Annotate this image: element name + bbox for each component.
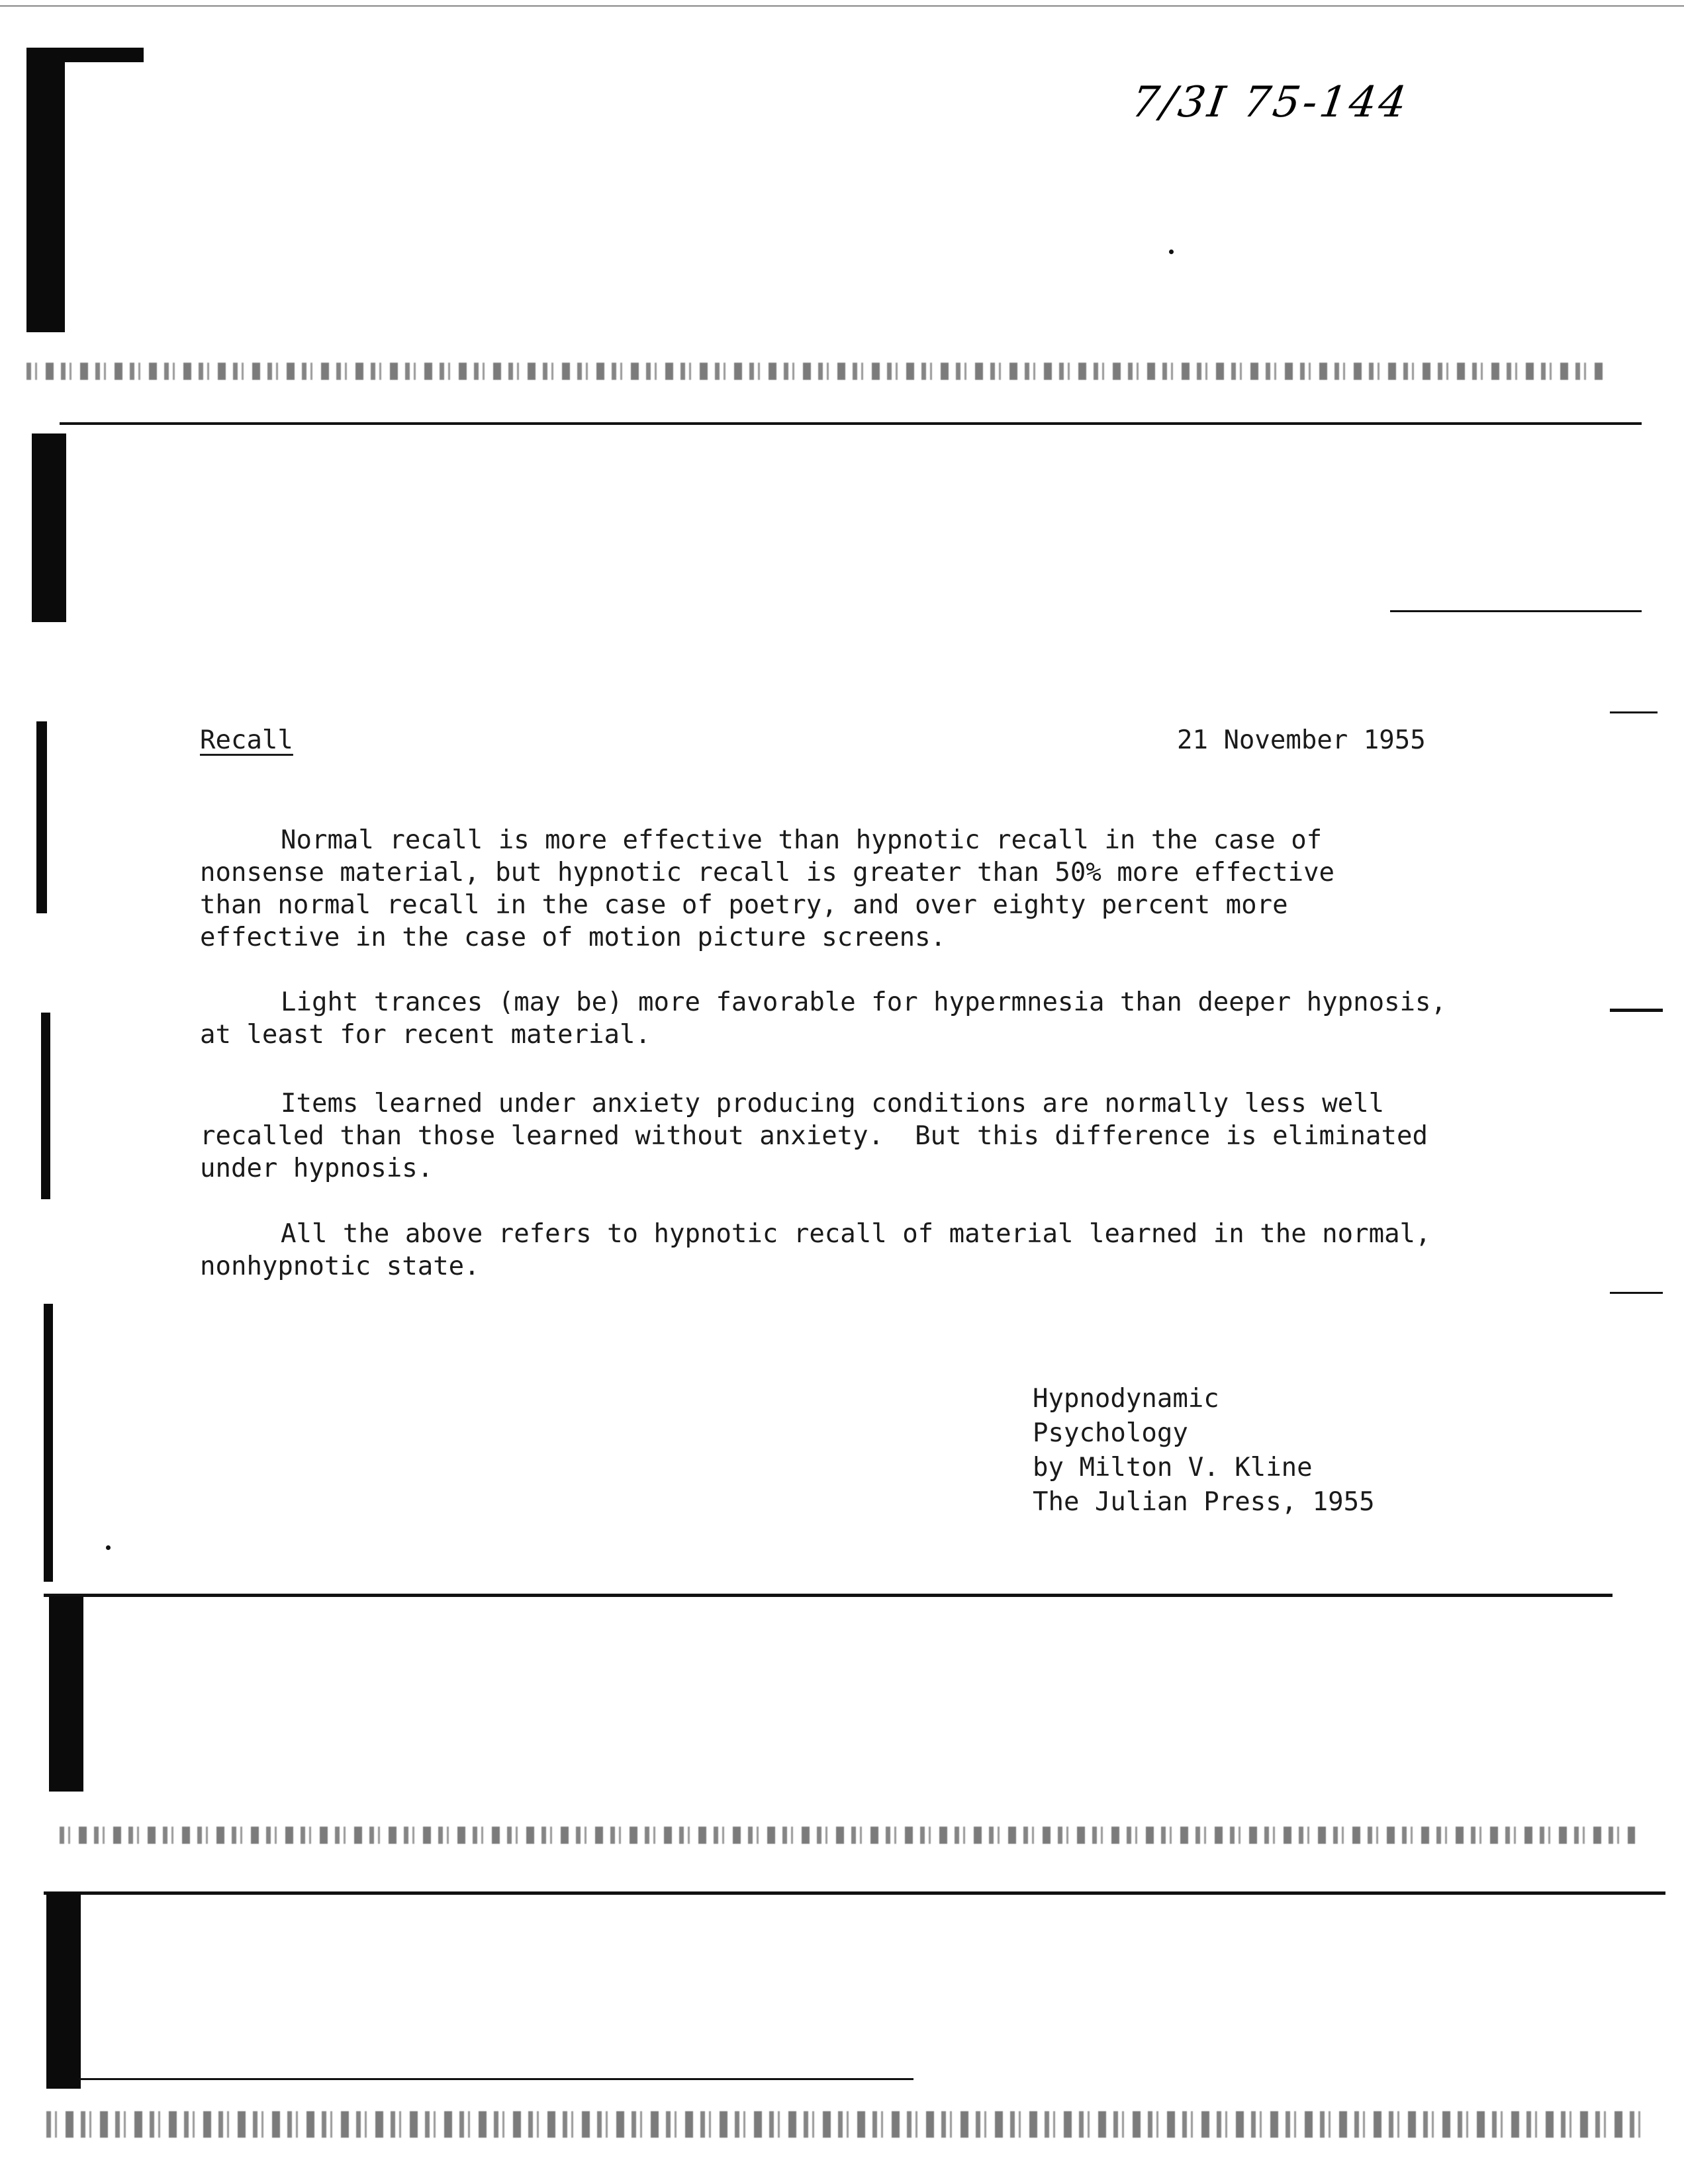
scan-border-bar bbox=[36, 721, 47, 913]
scan-border-bar bbox=[49, 1596, 83, 1792]
citation-line: The Julian Press, 1955 bbox=[1033, 1487, 1375, 1517]
citation-line: Hypnodynamic bbox=[1033, 1384, 1219, 1414]
scan-rule bbox=[1610, 1292, 1663, 1294]
scan-rule bbox=[0, 5, 1684, 7]
citation-block bbox=[1033, 1382, 1375, 1520]
scan-rule bbox=[44, 1594, 1613, 1597]
paragraph-1: Normal recall is more effective than hypnotic recall in the case of nonsense material, but hypnotic recall is greater than 50% more effective than normal recall in the case of poetry, and over eighty percent more effective in the case of motion picture screens. bbox=[200, 825, 1335, 952]
scan-noise bbox=[60, 1827, 1635, 1844]
citation-line: Psychology bbox=[1033, 1418, 1188, 1448]
scan-border-bar bbox=[41, 1013, 50, 1199]
document-title: Recall bbox=[200, 725, 293, 755]
scan-border-bar bbox=[46, 1893, 81, 2089]
scan-rule bbox=[79, 2078, 913, 2080]
scan-noise bbox=[26, 363, 1609, 380]
scan-noise bbox=[46, 2111, 1642, 2138]
paragraph-4: All the above refers to hypnotic recall of material learned in the normal, nonhypnotic state. bbox=[200, 1219, 1431, 1281]
handwritten-reference: 7/3I 75-144 bbox=[1128, 78, 1413, 127]
scan-border-bar bbox=[44, 1304, 53, 1582]
scan-rule bbox=[1390, 610, 1642, 612]
scan-rule bbox=[1610, 711, 1658, 713]
scan-rule bbox=[1610, 1009, 1663, 1012]
paragraph-2: Light trances (may be) more favorable for hypermnesia than deeper hypnosis, at least for recent material. bbox=[200, 987, 1446, 1050]
scan-border-bar bbox=[26, 48, 65, 332]
paragraph-3: Items learned under anxiety producing conditions are normally less well recalled than those learned without anxiety. But this difference is eliminated under hypnosis. bbox=[200, 1089, 1428, 1183]
scan-rule bbox=[60, 422, 1642, 425]
citation-line: by Milton V. Kline bbox=[1033, 1453, 1313, 1482]
scan-border-bar bbox=[32, 433, 66, 622]
document-date: 21 November 1955 bbox=[1177, 725, 1426, 755]
scan-border-bar bbox=[63, 48, 144, 62]
scan-speck bbox=[106, 1545, 111, 1550]
scan-speck bbox=[1169, 250, 1174, 254]
scan-rule bbox=[44, 1891, 1665, 1895]
